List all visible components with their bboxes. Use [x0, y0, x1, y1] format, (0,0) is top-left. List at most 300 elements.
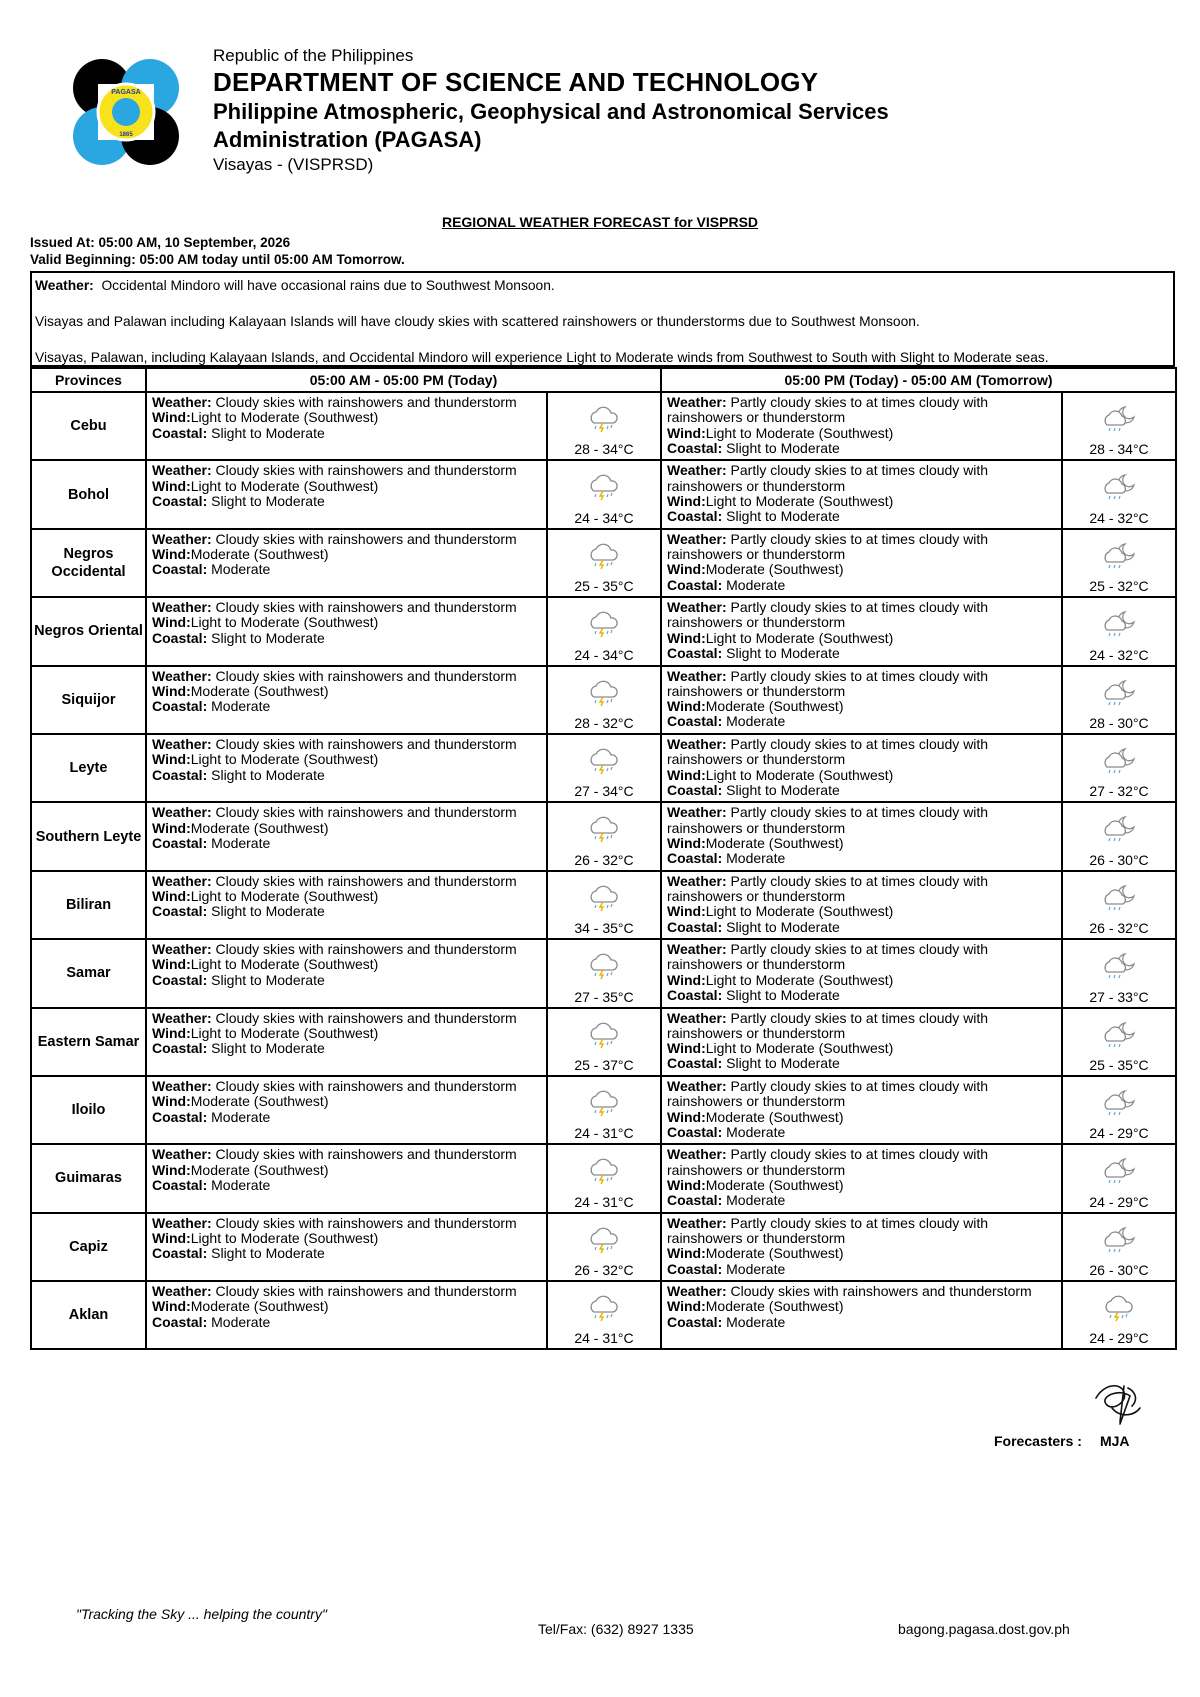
- wind-label: Wind:: [667, 424, 706, 441]
- wind-label: Wind:: [152, 546, 191, 563]
- coastal-label: Coastal:: [152, 834, 208, 851]
- moon-cloud-rain-icon: [1099, 1020, 1139, 1050]
- day-forecast-cell: [146, 1281, 547, 1349]
- wind-label: Wind:: [667, 834, 706, 851]
- weather-summary: [30, 271, 1175, 367]
- coastal-label: Coastal:: [152, 629, 208, 646]
- day-icon-cell: [547, 529, 661, 597]
- weather-label: Weather:: [152, 1009, 212, 1026]
- weather-label: Weather:: [152, 941, 212, 958]
- coastal-label: Coastal:: [667, 850, 723, 867]
- coastal-value: Moderate: [211, 561, 271, 578]
- website: bagong.pagasa.dost.gov.ph: [898, 1621, 1070, 1637]
- coastal-value: Slight to Moderate: [726, 987, 840, 1004]
- wind-value: Light to Moderate (Southwest): [190, 888, 379, 905]
- night-icon-cell: [1062, 734, 1176, 802]
- coastal-label: Coastal:: [152, 424, 208, 441]
- day-forecast-cell: [146, 460, 547, 528]
- province-cell: [31, 1144, 146, 1212]
- weather-label: Weather:: [667, 872, 727, 889]
- temperature-range: 24 - 29°C: [1089, 1125, 1149, 1142]
- table-row: [31, 597, 1176, 665]
- day-forecast-cell: [146, 529, 547, 597]
- coastal-value: Slight to Moderate: [726, 439, 840, 456]
- wind-value: Moderate (Southwest): [705, 1298, 844, 1315]
- wind-value: Light to Moderate (Southwest): [705, 629, 894, 646]
- weather-value: Cloudy skies with rainshowers and thunderstorm: [215, 941, 517, 958]
- wind-label: Wind:: [667, 492, 706, 509]
- cloud-rain-thunder-icon: [584, 1020, 624, 1050]
- weather-value: Cloudy skies with rainshowers and thunderstorm: [215, 1214, 517, 1231]
- coastal-value: Moderate: [211, 698, 271, 715]
- table-row: [31, 1213, 1176, 1281]
- weather-value: Partly cloudy skies to at times cloudy with rainshowers or thunderstorm: [667, 1009, 989, 1041]
- coastal-label: Coastal:: [152, 1313, 208, 1330]
- day-icon-cell: [547, 871, 661, 939]
- night-icon-cell: [1062, 1008, 1176, 1076]
- province-cell: [31, 392, 146, 460]
- agency-name-line1: Philippine Atmospheric, Geophysical and Astronomical Services: [213, 99, 889, 124]
- wind-label: Wind:: [667, 766, 706, 783]
- temperature-range: 26 - 30°C: [1089, 1262, 1149, 1279]
- weather-value: Partly cloudy skies to at times cloudy with rainshowers or thunderstorm: [667, 530, 989, 563]
- province-cell: [31, 597, 146, 665]
- report-title: REGIONAL WEATHER FORECAST for VISPRSD: [441, 214, 759, 230]
- weather-label: Weather:: [667, 1077, 727, 1094]
- coastal-label: Coastal:: [667, 781, 723, 798]
- temperature-range: 28 - 32°C: [574, 714, 634, 731]
- weather-value: Partly cloudy skies to at times cloudy with rainshowers or thunderstorm: [667, 1077, 989, 1110]
- night-forecast-cell: [661, 529, 1062, 597]
- day-forecast-cell: [146, 734, 547, 802]
- weather-value: Cloudy skies with rainshowers and thunderstorm: [215, 394, 517, 410]
- wind-label: Wind:: [152, 409, 191, 426]
- province-name: Samar: [66, 965, 111, 982]
- weather-label: Weather:: [152, 1146, 212, 1163]
- day-forecast-cell: [146, 1213, 547, 1281]
- moon-cloud-rain-icon: [1099, 541, 1139, 571]
- coastal-label: Coastal:: [152, 561, 208, 578]
- coastal-label: Coastal:: [667, 1192, 723, 1209]
- day-icon-cell: [547, 460, 661, 528]
- wind-value: Light to Moderate (Southwest): [705, 492, 894, 509]
- moon-cloud-rain-icon: [1099, 883, 1139, 913]
- temperature-range: 26 - 32°C: [574, 851, 634, 868]
- logo-text: PAGASA: [111, 89, 141, 96]
- coastal-value: Slight to Moderate: [726, 781, 840, 798]
- night-forecast-cell: [661, 1076, 1062, 1144]
- wind-value: Moderate (Southwest): [190, 1298, 329, 1315]
- table-row: [31, 529, 1176, 597]
- wind-value: Light to Moderate (Southwest): [190, 751, 379, 768]
- province-name: Negros Oriental: [34, 623, 143, 640]
- day-icon-cell: [547, 666, 661, 734]
- weather-value: Cloudy skies with rainshowers and thunderstorm: [215, 1283, 517, 1300]
- night-icon-cell: [1062, 666, 1176, 734]
- weather-value: Cloudy skies with rainshowers and thunderstorm: [215, 735, 517, 752]
- day-forecast-cell: [146, 871, 547, 939]
- wind-label: Wind:: [152, 1161, 191, 1178]
- moon-cloud-rain-icon: [1099, 678, 1139, 708]
- weather-value: Cloudy skies with rainshowers and thunderstorm: [215, 462, 517, 479]
- province-name: Leyte: [69, 760, 108, 777]
- moon-cloud-rain-icon: [1099, 1156, 1139, 1186]
- wind-value: Moderate (Southwest): [705, 698, 844, 715]
- wind-value: Moderate (Southwest): [190, 546, 329, 563]
- temperature-range: 25 - 35°C: [1089, 1056, 1149, 1073]
- weather-label: Weather:: [152, 394, 212, 410]
- day-icon-cell: [547, 734, 661, 802]
- issued-at: Issued At: 05:00 AM, 10 September, 2026: [30, 235, 291, 250]
- coastal-label: Coastal:: [152, 698, 208, 715]
- coastal-label: Coastal:: [152, 971, 208, 988]
- night-icon-cell: [1062, 1281, 1176, 1349]
- day-forecast-cell: [146, 1008, 547, 1076]
- coastal-value: Slight to Moderate: [726, 645, 840, 662]
- coastal-label: Coastal:: [667, 508, 723, 525]
- province-cell: [31, 871, 146, 939]
- weather-value: Cloudy skies with rainshowers and thunderstorm: [215, 530, 517, 547]
- weather-value: Cloudy skies with rainshowers and thunderstorm: [730, 1283, 1032, 1300]
- weather-value: Cloudy skies with rainshowers and thunderstorm: [215, 872, 517, 889]
- wind-label: Wind:: [152, 682, 191, 699]
- day-forecast-cell: [146, 1144, 547, 1212]
- wind-label: Wind:: [667, 1298, 706, 1315]
- cloud-rain-thunder-icon: [584, 951, 624, 981]
- night-forecast-cell: [661, 597, 1062, 665]
- province-name: Biliran: [65, 896, 112, 913]
- wind-value: Moderate (Southwest): [705, 1176, 844, 1193]
- weather-value: Partly cloudy skies to at times cloudy with rainshowers or thunderstorm: [667, 872, 989, 905]
- weather-label: Weather:: [667, 394, 727, 410]
- wind-value: Moderate (Southwest): [190, 1093, 329, 1110]
- province-name: Aklan: [68, 1307, 109, 1324]
- cloud-rain-thunder-icon: [1099, 1293, 1139, 1323]
- weather-label: Weather:: [152, 735, 212, 752]
- coastal-value: Moderate: [726, 850, 786, 867]
- weather-label: Weather:: [667, 667, 727, 684]
- coastal-value: Moderate: [726, 1123, 786, 1140]
- wind-value: Light to Moderate (Southwest): [190, 1024, 379, 1041]
- wind-value: Moderate (Southwest): [705, 561, 844, 578]
- republic-line: Republic of the Philippines: [213, 46, 414, 65]
- night-forecast-cell: [661, 1213, 1062, 1281]
- night-icon-cell: [1062, 1213, 1176, 1281]
- wind-label: Wind:: [152, 956, 191, 973]
- table-row: [31, 871, 1176, 939]
- wind-label: Wind:: [152, 1024, 191, 1041]
- moon-cloud-rain-icon: [1099, 609, 1139, 639]
- cloud-rain-thunder-icon: [584, 746, 624, 776]
- coastal-label: Coastal:: [667, 439, 723, 456]
- coastal-label: Coastal:: [152, 492, 208, 509]
- weather-value: Partly cloudy skies to at times cloudy with rainshowers or thunderstorm: [667, 804, 989, 836]
- wind-label: Wind:: [152, 477, 191, 494]
- wind-value: Light to Moderate (Southwest): [190, 1229, 379, 1246]
- coastal-label: Coastal:: [152, 1176, 208, 1193]
- weather-value: Cloudy skies with rainshowers and thunderstorm: [215, 1009, 517, 1026]
- coastal-label: Coastal:: [152, 1245, 208, 1262]
- cloud-rain-thunder-icon: [584, 541, 624, 571]
- table-row: [31, 392, 1176, 460]
- coastal-value: Slight to Moderate: [211, 629, 325, 646]
- table-row: [31, 802, 1176, 870]
- moon-cloud-rain-icon: [1099, 951, 1139, 981]
- day-forecast-cell: [146, 597, 547, 665]
- day-icon-cell: [547, 1213, 661, 1281]
- weather-label: Weather:: [667, 462, 727, 479]
- temperature-range: 26 - 32°C: [574, 1262, 634, 1279]
- temperature-range: 24 - 32°C: [1089, 509, 1149, 526]
- province-cell: [31, 1076, 146, 1144]
- coastal-value: Moderate: [726, 576, 786, 593]
- table-row: [31, 460, 1176, 528]
- day-forecast-cell: [146, 392, 547, 460]
- weather-label: Weather:: [667, 530, 727, 547]
- province-cell: [31, 1281, 146, 1349]
- forecaster-signature: [1090, 1378, 1146, 1430]
- day-icon-cell: [547, 802, 661, 870]
- coastal-label: Coastal:: [667, 713, 723, 730]
- weather-label: Weather:: [152, 1283, 212, 1300]
- temperature-range: 24 - 34°C: [574, 509, 634, 526]
- wind-label: Wind:: [667, 971, 706, 988]
- temperature-range: 24 - 29°C: [1089, 1330, 1149, 1347]
- coastal-label: Coastal:: [667, 1260, 723, 1277]
- day-icon-cell: [547, 392, 661, 460]
- coastal-value: Slight to Moderate: [211, 424, 325, 441]
- province-name: Siquijor: [61, 691, 116, 708]
- wind-value: Light to Moderate (Southwest): [705, 903, 894, 920]
- wind-label: Wind:: [667, 1245, 706, 1262]
- coastal-value: Moderate: [211, 1313, 271, 1330]
- day-icon-cell: [547, 939, 661, 1007]
- weather-label: Weather:: [152, 804, 212, 821]
- temperature-range: 24 - 31°C: [574, 1193, 634, 1210]
- forecaster-name: MJA: [1099, 1433, 1130, 1449]
- wind-label: Wind:: [667, 561, 706, 578]
- department-name: DEPARTMENT OF SCIENCE AND TECHNOLOGY: [213, 67, 819, 97]
- wind-label: Wind:: [152, 614, 191, 631]
- weather-value: Partly cloudy skies to at times cloudy with rainshowers or thunderstorm: [667, 394, 989, 426]
- temperature-range: 27 - 34°C: [574, 783, 634, 800]
- coastal-value: Moderate: [726, 1192, 786, 1209]
- cloud-rain-thunder-icon: [584, 404, 624, 434]
- day-icon-cell: [547, 1008, 661, 1076]
- col-header-tonight: 05:00 PM (Today) - 05:00 AM (Tomorrow): [661, 368, 1176, 392]
- weather-label: Weather:: [667, 804, 727, 821]
- weather-label: Weather:: [152, 1214, 212, 1231]
- cloud-rain-thunder-icon: [584, 678, 624, 708]
- province-cell: [31, 460, 146, 528]
- night-forecast-cell: [661, 871, 1062, 939]
- coastal-label: Coastal:: [667, 645, 723, 662]
- coastal-value: Slight to Moderate: [211, 492, 325, 509]
- temperature-range: 28 - 34°C: [574, 441, 634, 458]
- weather-label: Weather:: [667, 1283, 727, 1300]
- coastal-label: Coastal:: [667, 1123, 723, 1140]
- day-icon-cell: [547, 1144, 661, 1212]
- cloud-rain-thunder-icon: [584, 1088, 624, 1118]
- province-cell: [31, 529, 146, 597]
- weather-label: Weather:: [667, 599, 727, 616]
- coastal-label: Coastal:: [152, 903, 208, 920]
- col-header-provinces: Provinces: [31, 368, 146, 392]
- summary-line-1: Weather: Occidental Mindoro will have occasional rains due to Southwest Monsoon.: [35, 278, 555, 293]
- night-icon-cell: [1062, 460, 1176, 528]
- coastal-value: Slight to Moderate: [211, 1040, 325, 1057]
- wind-value: Moderate (Southwest): [705, 834, 844, 851]
- cloud-rain-thunder-icon: [584, 472, 624, 502]
- temperature-range: 27 - 35°C: [574, 988, 634, 1005]
- night-icon-cell: [1062, 529, 1176, 597]
- day-icon-cell: [547, 1076, 661, 1144]
- wind-value: Light to Moderate (Southwest): [705, 424, 894, 441]
- coastal-value: Moderate: [726, 1313, 786, 1330]
- day-forecast-cell: [146, 1076, 547, 1144]
- weather-label: Weather:: [152, 462, 212, 479]
- temperature-range: 25 - 37°C: [574, 1056, 634, 1073]
- wind-label: Wind:: [152, 751, 191, 768]
- weather-label: Weather:: [152, 599, 212, 616]
- night-forecast-cell: [661, 1008, 1062, 1076]
- wind-label: Wind:: [667, 1040, 706, 1057]
- night-forecast-cell: [661, 939, 1062, 1007]
- night-icon-cell: [1062, 597, 1176, 665]
- night-forecast-cell: [661, 1144, 1062, 1212]
- issue-info: [30, 234, 405, 268]
- day-forecast-cell: [146, 802, 547, 870]
- coastal-label: Coastal:: [152, 1040, 208, 1057]
- wind-label: Wind:: [152, 819, 191, 836]
- weather-value: Cloudy skies with rainshowers and thunderstorm: [215, 1077, 517, 1094]
- coastal-value: Slight to Moderate: [211, 971, 325, 988]
- forecasters-label: Forecasters :: [994, 1433, 1082, 1449]
- weather-label: Weather:: [667, 941, 727, 958]
- day-icon-cell: [547, 1281, 661, 1349]
- weather-label: Weather:: [667, 1009, 727, 1026]
- wind-value: Moderate (Southwest): [190, 682, 329, 699]
- forecasters: [994, 1433, 1130, 1449]
- night-icon-cell: [1062, 939, 1176, 1007]
- moon-cloud-rain-icon: [1099, 746, 1139, 776]
- weather-value: Partly cloudy skies to at times cloudy with rainshowers or thunderstorm: [667, 667, 989, 699]
- province-cell: [31, 734, 146, 802]
- moon-cloud-rain-icon: [1099, 1225, 1139, 1255]
- coastal-value: Moderate: [726, 1260, 786, 1277]
- wind-value: Light to Moderate (Southwest): [190, 614, 379, 631]
- weather-label: Weather:: [152, 667, 212, 684]
- night-forecast-cell: [661, 1281, 1062, 1349]
- summary-label: Weather:: [35, 278, 94, 293]
- temperature-range: 24 - 31°C: [574, 1125, 634, 1142]
- table-row: [31, 1144, 1176, 1212]
- region-name: Visayas - (VISPRSD): [213, 155, 374, 174]
- wind-label: Wind:: [667, 1176, 706, 1193]
- temperature-range: 24 - 29°C: [1089, 1193, 1149, 1210]
- coastal-label: Coastal:: [667, 987, 723, 1004]
- province-cell: [31, 1008, 146, 1076]
- telfax: Tel/Fax: (632) 8927 1335: [538, 1621, 694, 1637]
- wind-value: Moderate (Southwest): [705, 1108, 844, 1125]
- coastal-value: Moderate: [211, 1108, 271, 1125]
- coastal-value: Moderate: [726, 713, 786, 730]
- temperature-range: 27 - 32°C: [1089, 783, 1149, 800]
- col-header-today: 05:00 AM - 05:00 PM (Today): [146, 368, 661, 392]
- day-forecast-cell: [146, 666, 547, 734]
- cloud-rain-thunder-icon: [584, 1225, 624, 1255]
- night-forecast-cell: [661, 666, 1062, 734]
- coastal-label: Coastal:: [152, 1108, 208, 1125]
- wind-value: Light to Moderate (Southwest): [190, 956, 379, 973]
- wind-value: Moderate (Southwest): [190, 1161, 329, 1178]
- wind-label: Wind:: [152, 1093, 191, 1110]
- night-icon-cell: [1062, 1076, 1176, 1144]
- temperature-range: 24 - 34°C: [574, 646, 634, 663]
- forecast-table: [30, 367, 1177, 1350]
- weather-value: Cloudy skies with rainshowers and thunderstorm: [215, 667, 517, 684]
- table-row: [31, 1076, 1176, 1144]
- cloud-rain-thunder-icon: [584, 814, 624, 844]
- summary-line-3: Visayas, Palawan, including Kalayaan Islands, and Occidental Mindoro will experience Light to Moderate winds from Southwest to South with Slight to Moderate seas.: [35, 350, 1049, 365]
- coastal-label: Coastal:: [667, 576, 723, 593]
- moon-cloud-rain-icon: [1099, 814, 1139, 844]
- weather-value: Cloudy skies with rainshowers and thunderstorm: [215, 804, 517, 821]
- weather-label: Weather:: [152, 530, 212, 547]
- temperature-range: 24 - 31°C: [574, 1330, 634, 1347]
- weather-value: Partly cloudy skies to at times cloudy with rainshowers or thunderstorm: [667, 941, 989, 973]
- valid-period: Valid Beginning: 05:00 AM today until 05:00 AM Tomorrow.: [30, 252, 405, 267]
- weather-value: Cloudy skies with rainshowers and thunderstorm: [215, 1146, 517, 1163]
- province-name: Eastern Samar: [37, 1033, 140, 1050]
- coastal-value: Slight to Moderate: [726, 1055, 840, 1072]
- weather-value: Partly cloudy skies to at times cloudy with rainshowers or thunderstorm: [667, 1146, 989, 1178]
- wind-value: Light to Moderate (Southwest): [705, 971, 894, 988]
- coastal-value: Slight to Moderate: [211, 903, 325, 920]
- coastal-value: Moderate: [211, 834, 271, 851]
- wind-label: Wind:: [152, 888, 191, 905]
- coastal-value: Slight to Moderate: [726, 918, 840, 935]
- weather-label: Weather:: [667, 1146, 727, 1163]
- weather-label: Weather:: [667, 735, 727, 752]
- coastal-value: Slight to Moderate: [211, 1245, 325, 1262]
- weather-value: Partly cloudy skies to at times cloudy with rainshowers or thunderstorm: [667, 462, 989, 494]
- coastal-value: Slight to Moderate: [726, 508, 840, 525]
- moon-cloud-rain-icon: [1099, 472, 1139, 502]
- province-name: Iloilo: [71, 1102, 106, 1119]
- wind-label: Wind:: [667, 1108, 706, 1125]
- wind-label: Wind:: [667, 903, 706, 920]
- weather-value: Partly cloudy skies to at times cloudy with rainshowers or thunderstorm: [667, 735, 989, 768]
- table-row: [31, 939, 1176, 1007]
- pagasa-logo: [72, 58, 180, 166]
- moon-cloud-rain-icon: [1099, 1088, 1139, 1118]
- day-forecast-cell: [146, 939, 547, 1007]
- coastal-label: Coastal:: [667, 918, 723, 935]
- night-forecast-cell: [661, 802, 1062, 870]
- table-row: [31, 1008, 1176, 1076]
- province-name: Cebu: [70, 418, 107, 435]
- wind-value: Light to Moderate (Southwest): [190, 477, 379, 494]
- weather-value: Cloudy skies with rainshowers and thunderstorm: [215, 599, 517, 616]
- province-cell: [31, 1213, 146, 1281]
- wind-label: Wind:: [152, 1298, 191, 1315]
- coastal-value: Moderate: [211, 1176, 271, 1193]
- temperature-range: 24 - 32°C: [1089, 646, 1149, 663]
- wind-value: Light to Moderate (Southwest): [190, 409, 379, 426]
- table-row: [31, 666, 1176, 734]
- province-cell: [31, 802, 146, 870]
